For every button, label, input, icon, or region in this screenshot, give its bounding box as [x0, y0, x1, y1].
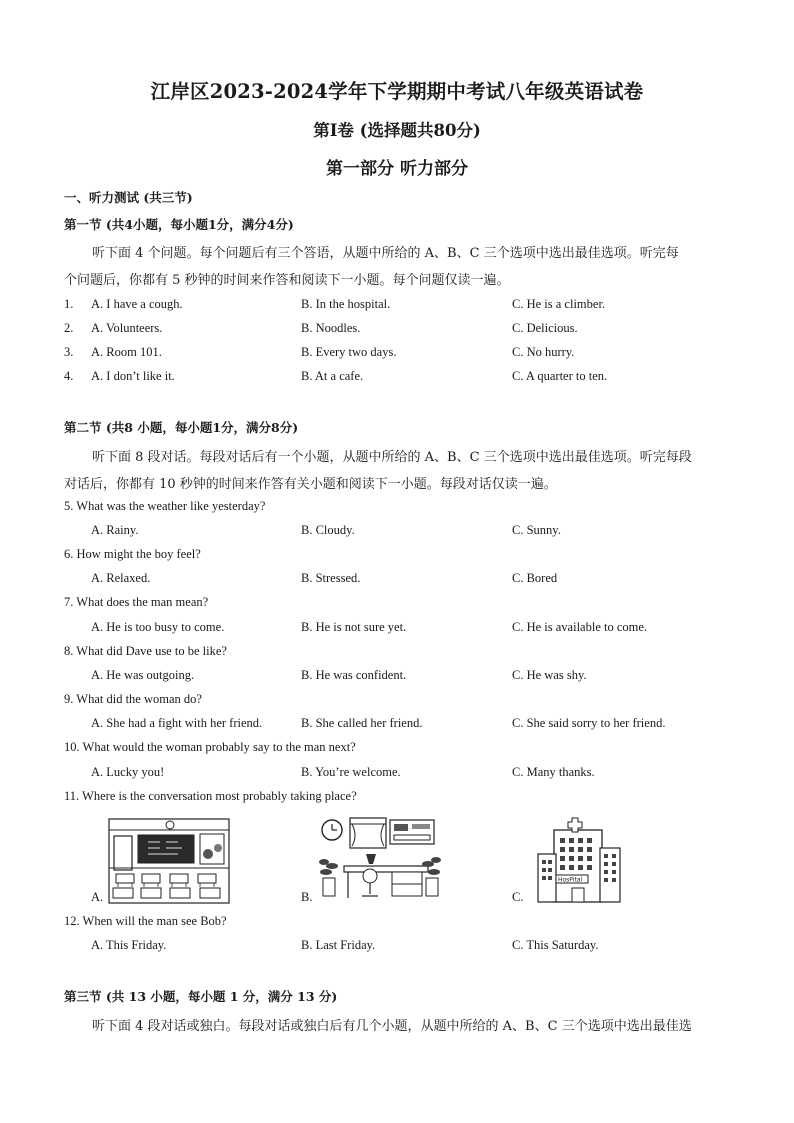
option-b: B. At a cafe. [301, 369, 364, 383]
option-b: B. Every two days. [301, 345, 397, 359]
question-stem: 10. What would the woman probably say to the man next? [64, 740, 356, 754]
classroom-illustration-icon [108, 818, 230, 904]
option-b: B. He is not sure yet. [301, 620, 407, 634]
question-number: 1. [64, 297, 74, 311]
question-number: 4. [64, 369, 74, 383]
option-c: C. [512, 890, 524, 904]
option-a: A. Room 101. [91, 345, 162, 359]
option-b: B. In the hospital. [301, 297, 391, 311]
option-c: C. Bored [512, 571, 558, 585]
option-b: B. He was confident. [301, 668, 407, 682]
volume-title: 第Ⅰ卷 (选择题共80分) [313, 121, 481, 140]
option-c: C. Many thanks. [512, 765, 595, 779]
option-c: C. He was shy. [512, 668, 587, 682]
question-number: 2. [64, 321, 74, 335]
section1-instruction: 听下面 4 个问题。每个问题后有三个答语，从题中所给的 A、B、C 三个选项中选出最佳选项。听完每 [92, 246, 679, 261]
option-a: A. I have a cough. [91, 297, 183, 311]
question-stem: 6. How might the boy feel? [64, 547, 201, 561]
option-a: A. He is too busy to come. [91, 620, 225, 634]
question-stem: 7. What does the man mean? [64, 595, 209, 609]
option-a: A. He was outgoing. [91, 668, 195, 682]
option-a: A. Rainy. [91, 523, 139, 537]
option-b: B. Stressed. [301, 571, 361, 585]
option-a: A. Lucky you! [91, 765, 165, 779]
option-a: A. She had a fight with her friend. [91, 716, 263, 730]
option-c: C. Delicious. [512, 321, 578, 335]
exam-title: 江岸区2023-2024学年下学期期中考试八年级英语试卷 [150, 80, 644, 103]
option-a: A. [91, 890, 104, 904]
option-c: C. Sunny. [512, 523, 561, 537]
option-b: B. She called her friend. [301, 716, 423, 730]
option-a: A. This Friday. [91, 938, 167, 952]
option-b: B. [301, 890, 313, 904]
question-stem: 9. What did the woman do? [64, 692, 202, 706]
office-illustration-icon [318, 814, 442, 904]
section2-instruction: 听下面 8 段对话。每段对话后有一个小题，从题中所给的 A、B、C 三个选项中选出最佳选项。听完每段 [92, 450, 692, 465]
option-a: A. Volunteers. [91, 321, 163, 335]
option-a: A. I don’t like it. [91, 369, 175, 383]
question-stem: 12. When will the man see Bob? [64, 914, 227, 928]
option-c: C. A quarter to ten. [512, 369, 608, 383]
question-stem: 11. Where is the conversation most probably taking place? [64, 789, 357, 803]
section1-heading: 第一节 (共4小题，每小题1分，满分4分) [64, 217, 294, 232]
part-title: 第一部分 听力部分 [326, 159, 468, 179]
section3-heading: 第三节 (共 13 小题，每小题 1 分，满分 13 分) [64, 989, 338, 1004]
option-b: B. Last Friday. [301, 938, 376, 952]
option-b: B. Cloudy. [301, 523, 355, 537]
option-c: C. No hurry. [512, 345, 575, 359]
section2-heading: 第二节 (共8 小题，每小题1分，满分8分) [64, 420, 299, 435]
question-stem: 8. What did Dave use to be like? [64, 644, 227, 658]
section1-instruction-cont: 个问题后，你都有 5 秒钟的时间来作答和阅读下一小题。每个问题仅读一遍。 [64, 273, 510, 288]
question-number: 3. [64, 345, 74, 359]
option-a: A. Relaxed. [91, 571, 151, 585]
section2-instruction-cont: 对话后，你都有 10 秒钟的时间来作答有关小题和阅读下一小题。每段对话仅读一遍。 [64, 477, 557, 492]
option-c: C. He is available to come. [512, 620, 648, 634]
main-section-heading: 一、听力测试 (共三节) [64, 190, 193, 205]
hospital-illustration-icon [534, 816, 624, 904]
option-b: B. You’re welcome. [301, 765, 401, 779]
question-stem: 5. What was the weather like yesterday? [64, 499, 266, 513]
option-c: C. He is a climber. [512, 297, 606, 311]
section3-instruction: 听下面 4 段对话或独白。每段对话或独白后有几个小题，从题中所给的 A、B、C 三个选项中选出最佳选 [92, 1019, 692, 1034]
option-c: C. This Saturday. [512, 938, 599, 952]
option-b: B. Noodles. [301, 321, 361, 335]
option-c: C. She said sorry to her friend. [512, 716, 666, 730]
hospital-sign: HosPital [558, 876, 583, 884]
